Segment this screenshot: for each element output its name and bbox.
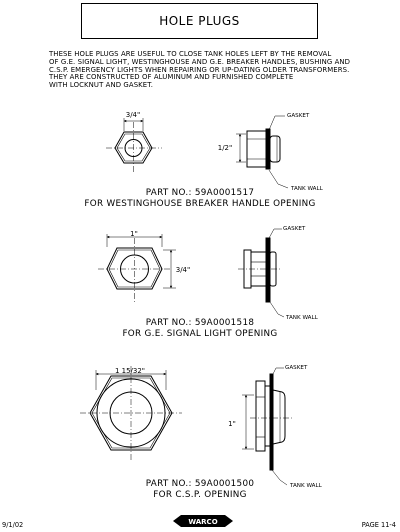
- intro-line: WITH LOCKNUT AND GASKET.: [49, 81, 154, 90]
- page-title: HOLE PLUGS: [81, 3, 318, 39]
- part2-side-view: [238, 229, 284, 317]
- part2-number: PART NO.: 59A0001518: [145, 318, 255, 328]
- part1-side-view: [236, 116, 288, 188]
- part1-width-dim: 3/4": [125, 111, 141, 119]
- part3-side-view: [242, 368, 292, 485]
- part3-front-view: [80, 366, 182, 462]
- part2-front-view: [98, 234, 176, 302]
- part3-height-dim: 1": [228, 420, 236, 428]
- part2-caption: [0, 318, 400, 339]
- footer-date: 9/1/02: [2, 521, 24, 529]
- footer-page: PAGE 11-4: [361, 521, 396, 529]
- part2-tank-wall-label: TANK WALL: [286, 315, 318, 321]
- part3-width-dim: 1 15/32": [114, 367, 146, 375]
- intro-line: THEY ARE CONSTRUCTED OF ALUMINUM AND FURNISHED COMPLETE: [49, 73, 294, 82]
- part1-number: PART NO.: 59A0001517: [145, 188, 255, 198]
- part1-caption: [0, 188, 400, 209]
- part2-gasket-label: GASKET: [283, 226, 306, 232]
- intro-line: THESE HOLE PLUGS ARE USEFUL TO CLOSE TANK HOLES LEFT BY THE REMOVAL: [49, 50, 332, 58]
- part3-tank-wall-label: TANK WALL: [290, 483, 322, 489]
- warco-logo-text: WARCO: [188, 518, 218, 526]
- part1-height-dim: 1/2": [217, 144, 233, 152]
- part2-width-dim: 1": [130, 230, 138, 238]
- part1-tank-wall-label: TANK WALL: [291, 186, 323, 192]
- part3-gasket-label: GASKET: [285, 365, 308, 371]
- intro-line: C.S.P. EMERGENCY LIGHTS WHEN REPAIRING OR UP-DATING OLDER TRANSFORMERS.: [49, 65, 350, 74]
- part2-height-dim: 3/4": [175, 266, 191, 274]
- part1-gasket-label: GASKET: [287, 113, 310, 119]
- part3-opening: FOR C.S.P. OPENING: [153, 490, 247, 500]
- part2-opening: FOR G.E. SIGNAL LIGHT OPENING: [122, 329, 278, 339]
- warco-logo: [171, 511, 235, 531]
- part1-front-view: [106, 118, 162, 172]
- part3-number: PART NO.: 59A0001500: [145, 479, 255, 489]
- part3-caption: [0, 479, 400, 500]
- intro-line: OF G.E. SIGNAL LIGHT, WESTINGHOUSE AND G.E. BREAKER HANDLES, BUSHING AND: [49, 57, 351, 66]
- part1-opening: FOR WESTINGHOUSE BREAKER HANDLE OPENING: [84, 199, 316, 209]
